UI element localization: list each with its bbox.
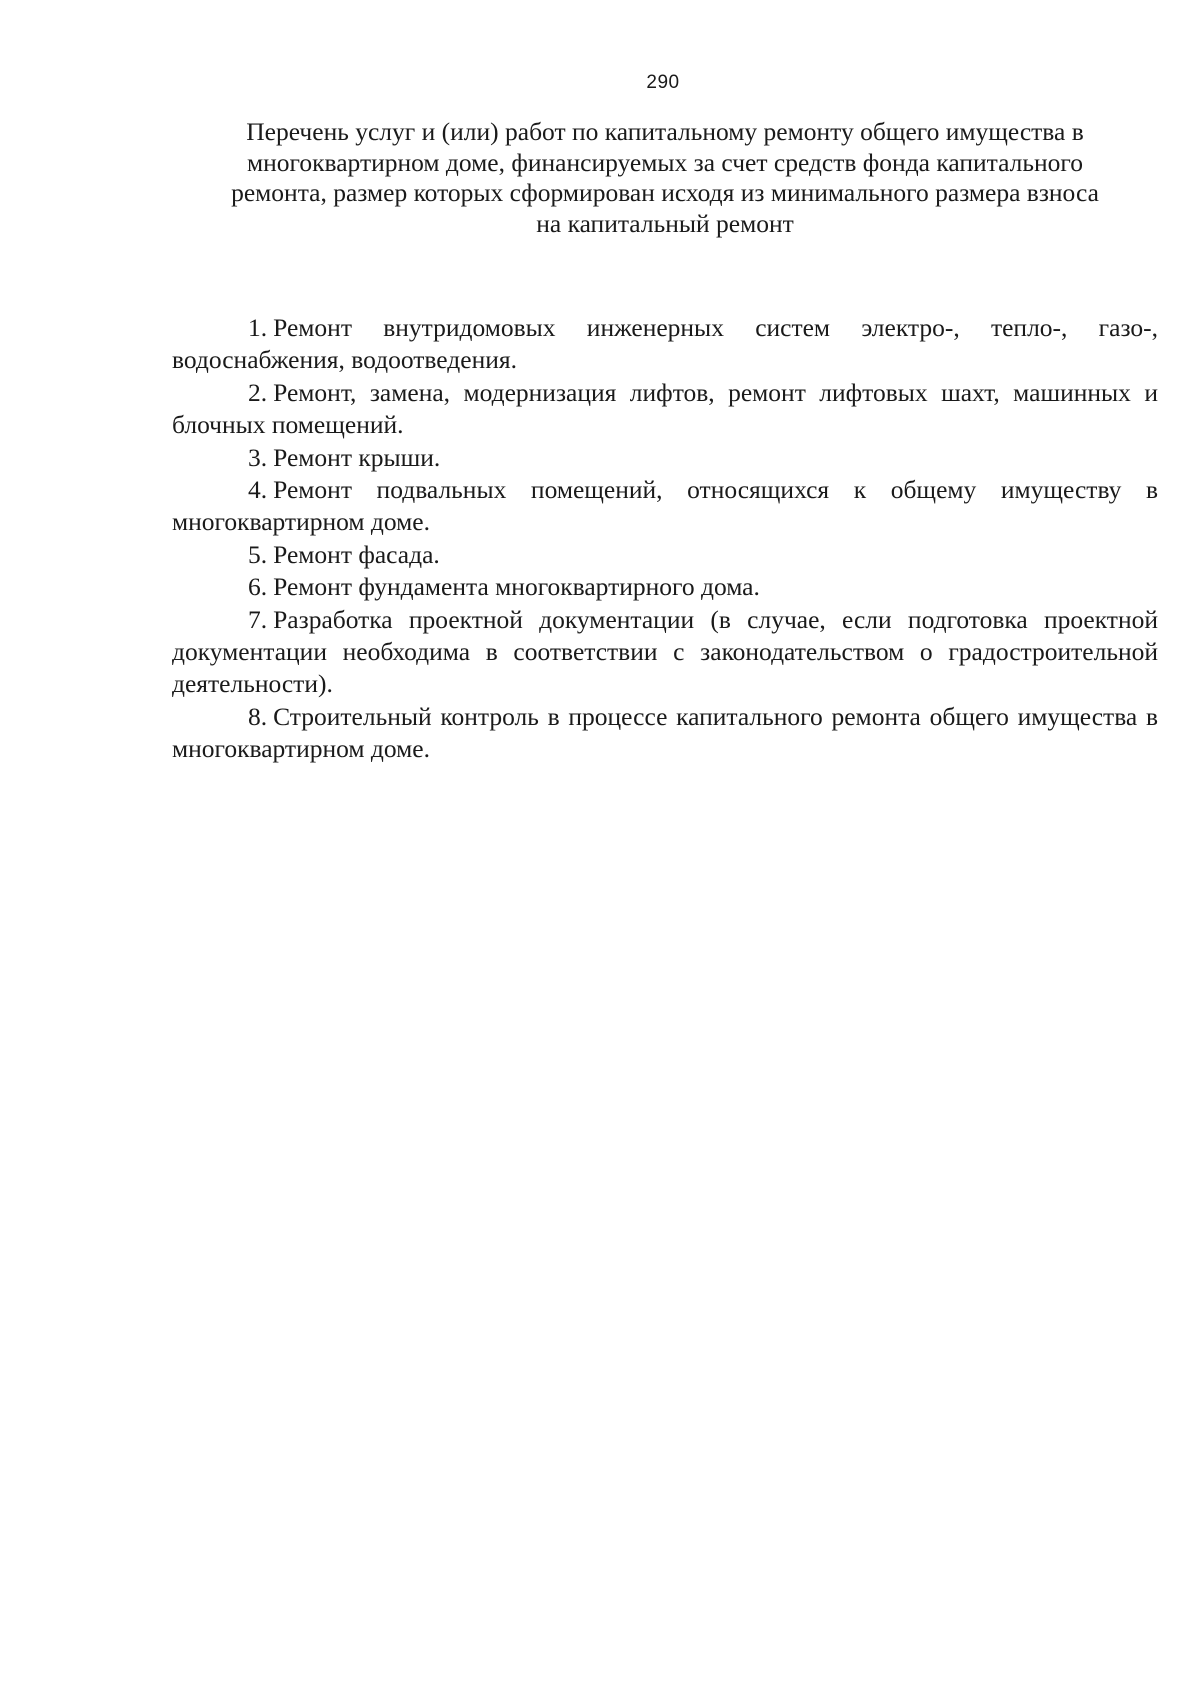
work-items-list — [172, 312, 1158, 766]
list-item — [172, 539, 1158, 571]
item-number: 1. — [248, 313, 268, 342]
list-item — [172, 312, 1158, 377]
list-item — [172, 377, 1158, 442]
item-text: Ремонт крыши. — [273, 442, 441, 472]
item-number: 4. — [248, 475, 268, 505]
title-line: многоквартирном доме, финансируемых за счет средств фонда капитального — [247, 147, 1083, 177]
item-text: Ремонт, замена, модернизация лифтов, ремонт лифтовых шахт, машинных и блочных помещений. — [172, 377, 1158, 440]
item-number: 3. — [248, 442, 268, 472]
item-text: Ремонт фасада. — [273, 539, 440, 569]
title-line: ремонта, размер которых сформирован исходя из минимального размера взноса — [231, 178, 1099, 207]
list-item — [172, 474, 1158, 539]
item-number: 7. — [248, 604, 268, 634]
page-number: 290 — [646, 72, 680, 93]
item-number: 6. — [248, 572, 268, 602]
list-item — [172, 604, 1158, 701]
list-item — [172, 442, 1158, 474]
title-line: на капитальный ремонт — [536, 208, 794, 238]
list-item — [172, 701, 1158, 766]
item-number: 5. — [248, 539, 268, 569]
item-text: Строительный контроль в процессе капитального ремонта общего имущества в многоквартирном доме. — [172, 701, 1158, 764]
item-text: Ремонт внутридомовых инженерных систем электро-, тепло-, газо-, водоснабжения, водоотведения. — [172, 313, 1158, 375]
item-text: Ремонт подвальных помещений, относящихся к общему имуществу в многоквартирном доме. — [172, 475, 1158, 537]
document-title — [172, 117, 1158, 239]
item-number: 8. — [248, 701, 268, 731]
item-number: 2. — [248, 377, 268, 407]
title-line: Перечень услуг и (или) работ по капитальному ремонту общего имущества в — [246, 117, 1084, 146]
list-item — [172, 571, 1158, 603]
item-text: Ремонт фундамента многоквартирного дома. — [273, 572, 760, 602]
item-text: Разработка проектной документации (в случае, если подготовка проектной документации необходима в соответствии с законодательством о градостроительной деятельности). — [172, 604, 1158, 699]
